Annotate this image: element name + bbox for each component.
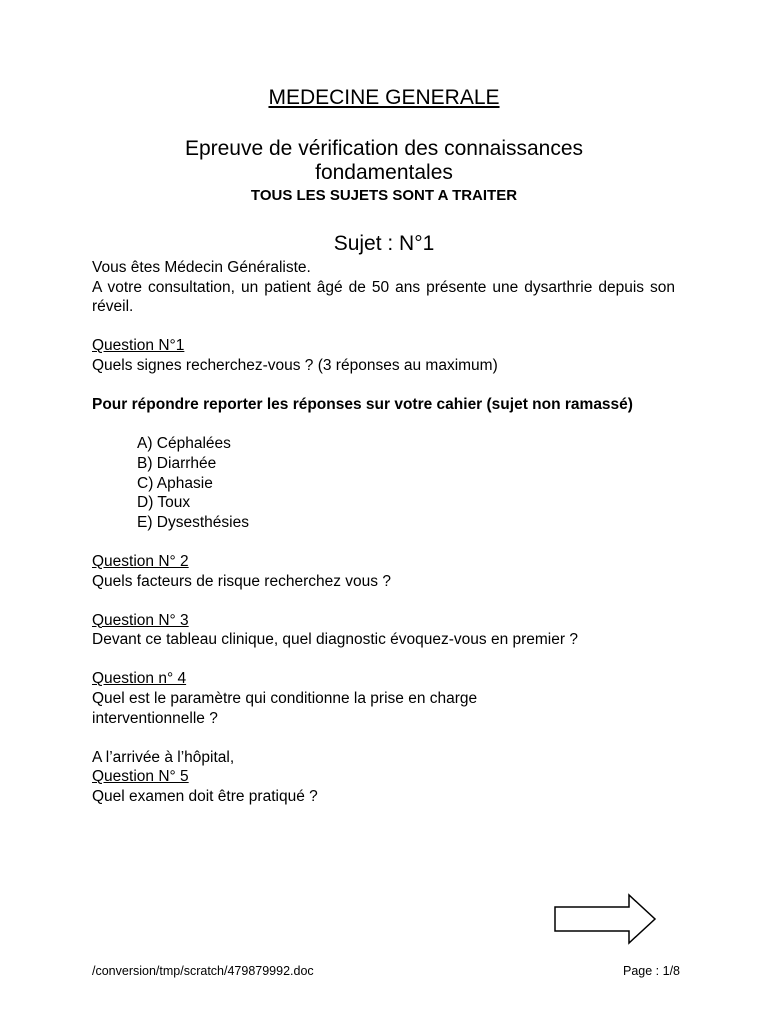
answer-option: E) Dysesthésies bbox=[137, 513, 249, 531]
sujet-heading: Sujet : N°1 bbox=[333, 232, 435, 255]
instructions-notice: TOUS LES SUJETS SONT A TRAITER bbox=[250, 187, 518, 204]
answer-option: A) Céphalées bbox=[137, 435, 231, 453]
question-3-text: Devant ce tableau clinique, quel diagnostic évoquez-vous en premier ? bbox=[92, 631, 578, 649]
document-subtitle: Epreuve de vérification des connaissances fondamentales bbox=[184, 137, 584, 184]
question-1-instruction: Pour répondre reporter les réponses sur votre cahier (sujet non ramassé) bbox=[92, 396, 633, 414]
answer-option: B) Diarrhée bbox=[137, 454, 217, 472]
intro-line-1: Vous êtes Médecin Généraliste. bbox=[92, 259, 311, 276]
answer-option: C) Aphasie bbox=[137, 474, 213, 492]
question-2-text: Quels facteurs de risque recherchez vous ? bbox=[92, 572, 391, 590]
question-5-text: Quel examen doit être pratiqué ? bbox=[92, 788, 318, 806]
question-5-label: Question N° 5 bbox=[92, 768, 189, 786]
question-4-label: Question n° 4 bbox=[92, 670, 187, 688]
intro-line-2: A votre consultation, un patient âgé de 50 ans présente une dysarthrie depuis son réveil. bbox=[92, 278, 675, 316]
question-3-label: Question N° 3 bbox=[92, 611, 189, 629]
right-arrow-icon[interactable] bbox=[554, 893, 658, 945]
document-title: MEDECINE GENERALE bbox=[268, 86, 500, 109]
question-1-label: Question N°1 bbox=[92, 337, 185, 355]
question-2-label: Question N° 2 bbox=[92, 552, 189, 570]
arrival-line: A l’arrivée à l’hôpital, bbox=[92, 748, 235, 766]
document-body bbox=[92, 258, 675, 807]
footer-page-number: Page : 1/8 bbox=[623, 964, 680, 978]
answer-options bbox=[92, 434, 675, 532]
question-4-text: Quel est le paramètre qui conditionne la prise en charge interventionnelle ? bbox=[92, 690, 478, 727]
question-1-text: Quels signes recherchez-vous ? (3 réponses au maximum) bbox=[92, 356, 498, 374]
answer-option: D) Toux bbox=[137, 494, 191, 512]
footer-file-path: /conversion/tmp/scratch/479879992.doc bbox=[92, 964, 314, 978]
